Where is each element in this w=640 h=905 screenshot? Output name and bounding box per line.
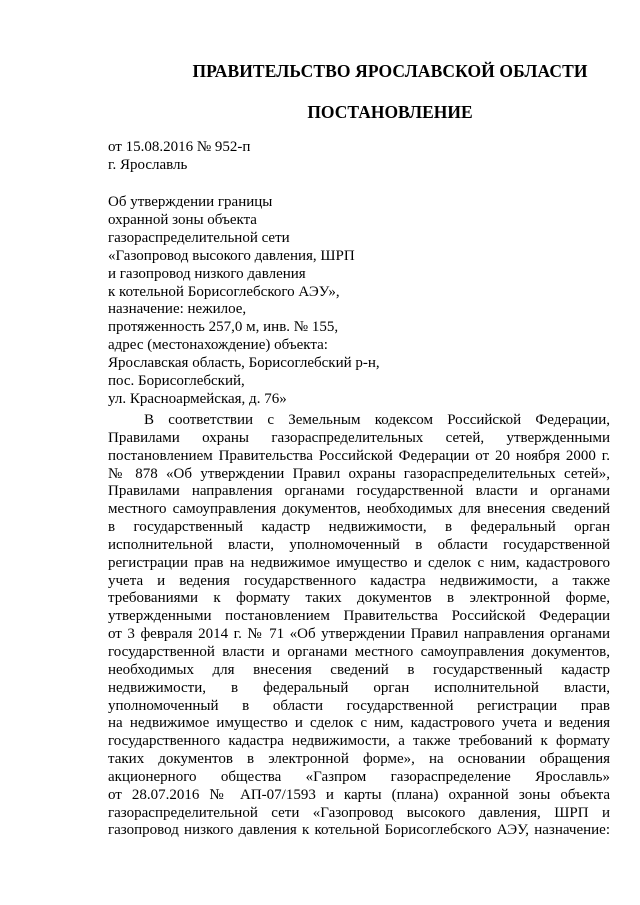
- body-line: на недвижимое имущество и сделок с ним, кадастрового учета и ведения: [108, 715, 610, 732]
- body-line: регистрации прав на недвижимое имущество и сделок с ним, кадастрового: [108, 554, 610, 571]
- body-line: уполномоченный в области государственной регистрации прав: [108, 697, 610, 714]
- body-line: Правилами направления органами государственной власти и органами: [108, 483, 610, 500]
- subject-line: Об утверждении границы: [108, 194, 273, 210]
- body-line: газораспределительной сети «Газопровод высокого давления, ШРП и: [108, 804, 610, 821]
- body-line: учета и ведения государственного кадастра недвижимости, а также: [108, 572, 610, 589]
- body-line: требованиями к формату таких документов в электронной форме,: [108, 590, 610, 607]
- document-subject: [108, 194, 380, 409]
- subject-line: пос. Борисоглебский,: [108, 373, 245, 390]
- body-line: В соответствии с Земельным кодексом Российской Федерации,: [144, 412, 610, 428]
- body-line: от 28.07.2016 № АП-07/1593 и карты (плана) охранной зоны объекта: [108, 786, 610, 803]
- document-type-heading: ПОСТАНОВЛЕНИЕ: [307, 102, 473, 122]
- body-line: № 878 «Об утверждении Правил охраны газораспределительных сетей»,: [108, 465, 610, 482]
- body-line: в государственный кадастр недвижимости, в федеральный орган: [108, 519, 610, 536]
- body-line: необходимых для внесения сведений в государственный кадастр: [108, 661, 610, 678]
- city: г. Ярославль: [108, 157, 188, 173]
- body-line: акционерного общества «Газпром газораспределение Ярославль»: [108, 768, 610, 785]
- subject-line: к котельной Борисоглебского АЭУ»,: [108, 283, 340, 300]
- subject-line: «Газопровод высокого давления, ШРП: [108, 247, 355, 264]
- subject-line: газораспределительной сети: [108, 229, 290, 246]
- body-line: постановлением Правительства Российской Федерации от 20 ноября 2000 г.: [108, 447, 610, 464]
- government-title: ПРАВИТЕЛЬСТВО ЯРОСЛАВСКОЙ ОБЛАСТИ: [192, 61, 588, 81]
- subject-line: адрес (местонахождение) объекта:: [108, 337, 328, 354]
- subject-line: и газопровод низкого давления: [108, 265, 306, 282]
- subject-line: ул. Красноармейская, д. 76»: [108, 390, 287, 407]
- body-line: государственной власти и органами местного самоуправления документов,: [108, 643, 610, 660]
- body-line: таких документов в электронной форме», на основании обращения: [108, 751, 610, 768]
- body-line: газопровод низкого давления к котельной Борисоглебского АЭУ, назначение:: [108, 822, 610, 839]
- date-number: от 15.08.2016 № 952-п: [108, 139, 251, 155]
- subject-line: Ярославская область, Борисоглебский р-н,: [108, 355, 380, 372]
- subject-line: назначение: нежилое,: [108, 301, 247, 318]
- body-line: утвержденными постановлением Правительства Российской Федерации: [108, 608, 610, 625]
- body-line: Правилами охраны газораспределительных сетей, утвержденными: [108, 429, 610, 446]
- body-line: от 3 февраля 2014 г. № 71 «Об утверждении Правил направления органами: [108, 626, 610, 643]
- body-line: местного самоуправления документов, необходимых для внесения сведений: [108, 501, 610, 518]
- preamble-paragraph: [108, 412, 610, 840]
- document-meta: [108, 138, 250, 174]
- body-line: государственного кадастра недвижимости, а также требований к формату: [108, 733, 610, 750]
- subject-line: протяженность 257,0 м, инв. № 155,: [108, 319, 339, 336]
- subject-line: охранной зоны объекта: [108, 211, 257, 228]
- body-line: исполнительной власти, уполномоченный в области государственной: [108, 536, 610, 553]
- body-line: недвижимости, в федеральный орган исполнительной власти,: [108, 679, 610, 696]
